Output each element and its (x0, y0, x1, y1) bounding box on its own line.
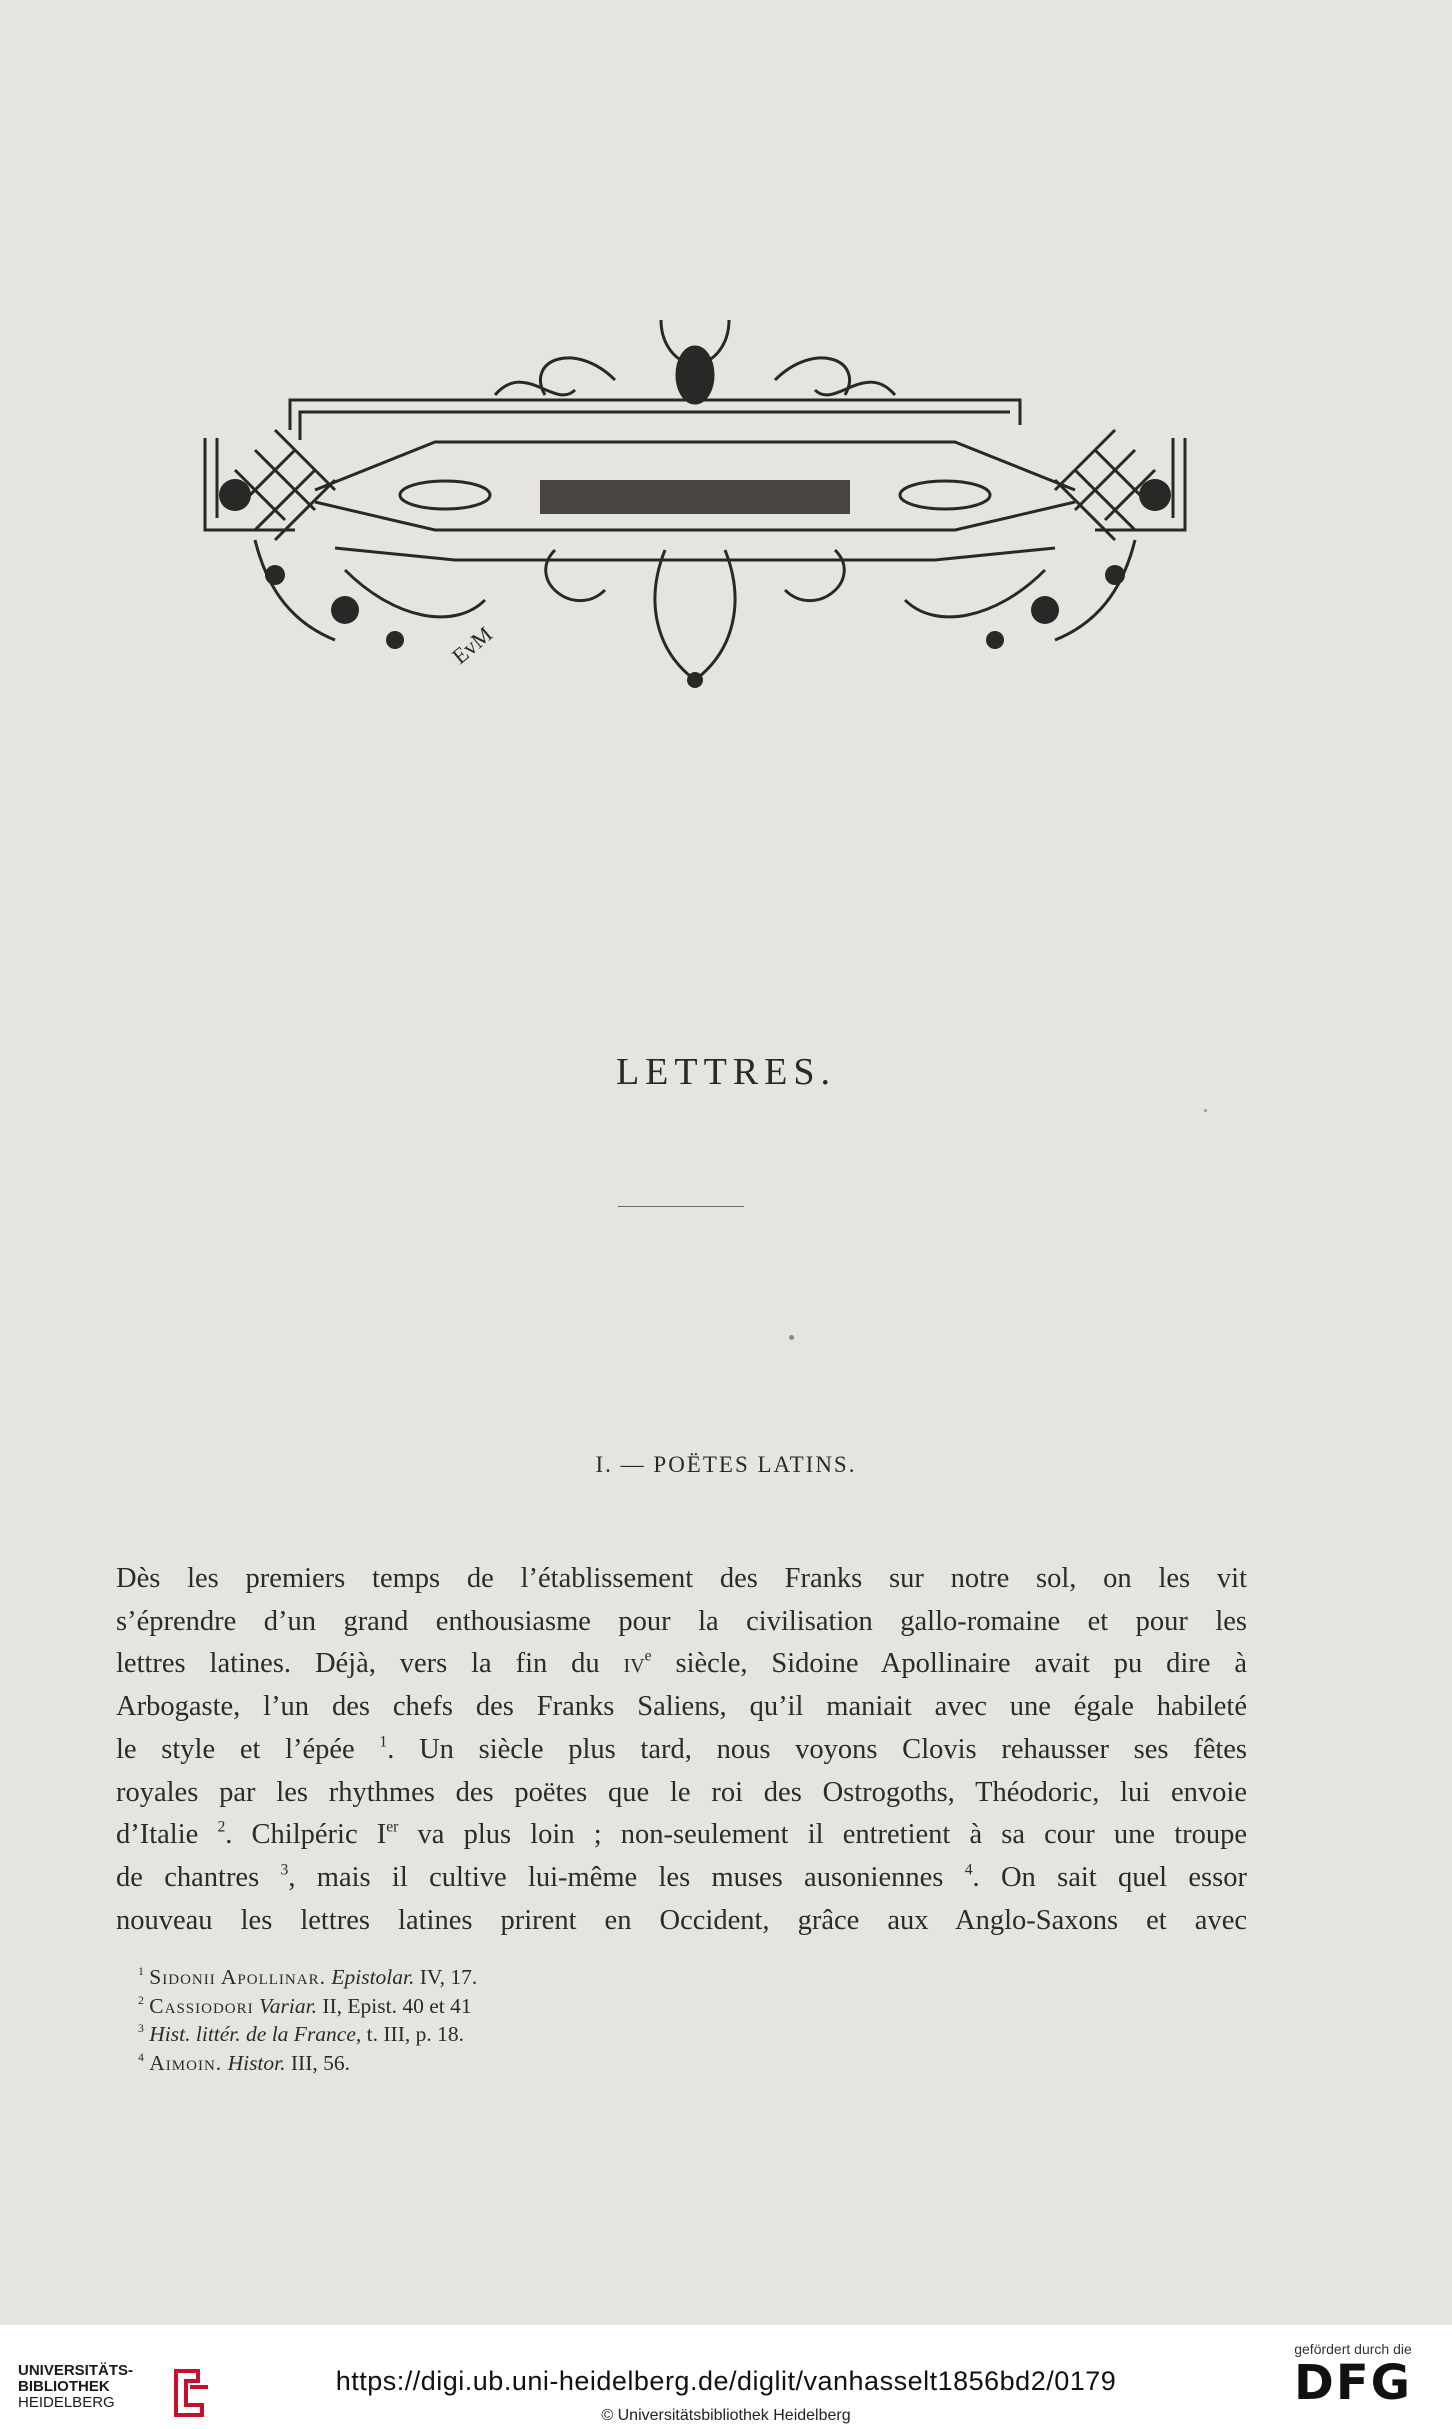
paragraph-line (116, 1772, 1247, 1815)
text-run: Arbogaste, l’un des chefs des Franks Saliens, qu’il maniait avec une égale habileté (116, 1691, 1247, 1723)
text-run: . On sait quel essor (972, 1861, 1247, 1893)
text-run: le style et l’épée (116, 1733, 380, 1765)
footnote-work: Hist. littér. de la France, (149, 2022, 362, 2046)
text-run: de chantres (116, 1861, 281, 1893)
superscript: e (644, 1647, 652, 1665)
text-run: royales par les rhythmes des poëtes que le roi des Ostrogoths, Théodoric, lui envoie (116, 1776, 1247, 1808)
paragraph-line (116, 1601, 1247, 1644)
text-run: lettres latines. Déjà, vers la fin du (116, 1648, 624, 1680)
speck (789, 1335, 794, 1340)
library-name-line: UNIVERSITÄTS- (18, 2362, 134, 2379)
text-run: d’Italie (116, 1819, 218, 1851)
footnote-number: 4 (138, 2049, 144, 2064)
dfg-logo[interactable] (1278, 2341, 1428, 2421)
text-run: siècle, Sidoine Apollinaire avait pu dire à (651, 1648, 1247, 1680)
dfg-caption: gefördert durch die (1294, 2341, 1412, 2357)
text-run: va plus loin ; non-seulement il entretient à sa cour une troupe (398, 1819, 1248, 1851)
footnote-work: Histor. (227, 2050, 286, 2075)
paragraph-line (116, 1729, 1247, 1772)
title-divider (618, 1206, 744, 1207)
page-url[interactable]: https://digi.ub.uni-heidelberg.de/diglit/vanhasselt1856bd2/0179 (335, 2366, 1117, 2396)
century-numeral: iv (623, 1648, 645, 1680)
footnote-ref[interactable]: 1 (379, 1733, 388, 1751)
text-run: nouveau les lettres latines prirent en Occident, grâce aux Anglo-Saxons et avec (116, 1904, 1247, 1936)
footnote-author: Sidonii Apollinar. (149, 1965, 326, 1989)
copyright-notice: © Universitätsbibliothek Heidelberg (601, 2407, 851, 2424)
paragraph-line (116, 1857, 1247, 1900)
library-name-line: HEIDELBERG (18, 2394, 115, 2411)
footnotes (138, 1963, 1038, 2077)
paragraph-line (116, 1900, 1247, 1943)
footnote-ref-text: II, Epist. 40 et 41 (316, 1993, 472, 2018)
footnote-number: 3 (138, 2021, 144, 2036)
paragraph-line (116, 1643, 1247, 1686)
paragraph-line (116, 1686, 1247, 1729)
library-name-line: BIBLIOTHEK (18, 2378, 110, 2395)
paragraph-line (116, 1814, 1247, 1857)
dfg-wordmark: DFG (1293, 2355, 1413, 2411)
footnote (138, 2049, 1038, 2078)
footnote-ref-text: III, 56. (285, 2050, 350, 2075)
footnote-ref[interactable]: 3 (280, 1861, 289, 1879)
footnote-ref[interactable]: 4 (964, 1861, 973, 1879)
superscript: er (386, 1818, 399, 1836)
footnote (138, 1992, 1038, 2021)
footer-bar (0, 2325, 1452, 2429)
text-run: Dès les premiers temps de l’établissement des Franks sur notre sol, on les vit (116, 1563, 1247, 1594)
footnote (138, 1963, 1038, 1992)
speck (1204, 1109, 1207, 1112)
footnote-author: Cassiodori (149, 1993, 254, 2018)
ornament-signature: EvM (447, 621, 497, 669)
decorative-header-ornament (195, 320, 1195, 710)
footnote-number: 2 (138, 1992, 144, 2007)
footnote-work: Epistolar. (331, 1965, 415, 1989)
footnote-number: 1 (138, 1964, 144, 1979)
text-run: s’éprendre d’un grand enthousiasme pour la civilisation gallo-romaine et pour les (116, 1605, 1247, 1637)
footnote-ref-text: IV, 17. (414, 1965, 478, 1989)
body-paragraph (116, 1558, 1247, 1942)
footnote-ref[interactable]: 2 (217, 1818, 226, 1836)
paragraph-line (116, 1558, 1247, 1601)
text-run: . Chilpéric I (225, 1819, 387, 1851)
footnote-ref-text: t. III, p. 18. (361, 2022, 464, 2046)
footnote-work: Variar. (259, 1993, 317, 2018)
text-run: , mais il cultive lui-même les muses ausoniennes (288, 1861, 965, 1893)
section-heading: I. — POËTES LATINS. (595, 1452, 857, 1477)
footnote (138, 2020, 1038, 2049)
footnote-author: Aimoin. (149, 2050, 223, 2075)
text-run: . Un siècle plus tard, nous voyons Clovis rehausser ses fêtes (387, 1733, 1247, 1765)
page-title: LETTRES. (615, 1051, 837, 1093)
